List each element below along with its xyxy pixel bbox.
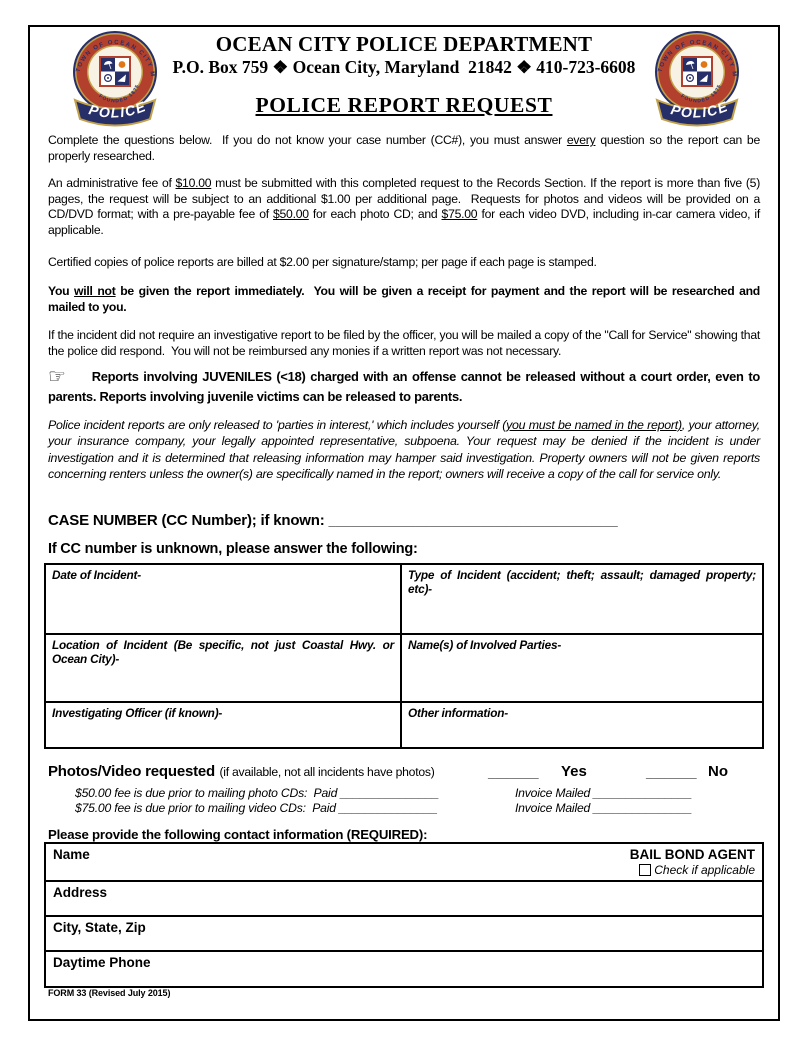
- paragraph-not-immediate: You will not be given the report immediately. You will be given a receipt for payment and the report will be researched and mailed to you.: [48, 284, 760, 314]
- paragraph-juveniles: [48, 367, 760, 407]
- no-label: No: [708, 763, 728, 780]
- table-row: [45, 843, 763, 881]
- table-row: [45, 881, 763, 916]
- case-number-line: [48, 512, 760, 529]
- table-row: [45, 564, 763, 634]
- photos-video-title: Photos/Video requested: [48, 763, 216, 780]
- paragraph-fees: An administrative fee of $10.00 must be submitted with this completed request to the Records Section. If the report is more than five (5) pages, the request will be subject to an additional $1.00 per additional page. Requests for photos and videos will be provided on a CD/DVD format; with a pre-payable fee of $50.00 for each photo CD; and $75.00 for each video DVD, including in-car camera video, if applicable.: [48, 176, 760, 238]
- address-cell[interactable]: Address: [45, 881, 763, 916]
- case-number-blank[interactable]: ________________________________________: [328, 513, 618, 528]
- video-paid-blank[interactable]: _______________: [338, 801, 438, 815]
- department-address: P.O. Box 759 ❖ Ocean City, Maryland 21842 ❖ 410-723-6608: [172, 57, 636, 77]
- video-fee-text: $75.00 fee is due prior to mailing video CDs: Paid: [75, 801, 339, 815]
- invoice-mailed-blank[interactable]: _______________: [593, 801, 692, 815]
- contact-info-heading: Please provide the following contact information (REQUIRED):: [48, 827, 428, 842]
- paragraph-parties-in-interest: Police incident reports are only released to 'parties in interest,' which includes yourself (you must be named in the report), your attorney, your insurance company, your legally appointed representative, subpoena. Your request may be denied if the incident is under investigation and it is determined that releasing information may hamper said investigation. Property owners will not be given reports concerning renters unless the owner(s) are specifically named in the report; owners will receive a copy of the call for service only.: [48, 418, 760, 482]
- investigating-officer-cell[interactable]: Investigating Officer (if known)-: [45, 702, 401, 748]
- photo-cd-fee-line: [75, 786, 760, 802]
- table-row: [45, 702, 763, 748]
- incident-table: [44, 563, 764, 749]
- invoice-mailed-label: Invoice Mailed: [515, 801, 594, 815]
- invoice-mailed-blank[interactable]: _______________: [593, 786, 692, 800]
- department-name: OCEAN CITY POLICE DEPARTMENT: [215, 32, 593, 56]
- juveniles-text: Reports involving JUVENILES (<18) charged with an offense cannot be released without a court order, even to parents. Reports involving juvenile victims can be released to parents.: [48, 369, 760, 404]
- no-blank[interactable]: _______: [646, 765, 697, 780]
- name-cell[interactable]: [45, 843, 763, 881]
- paragraph-certified-copies: Certified copies of police reports are billed at $2.00 per signature/stamp; per page if each page is stamped.: [48, 255, 597, 269]
- bail-bond-agent-block: [630, 847, 755, 877]
- daytime-phone-cell[interactable]: Daytime Phone: [45, 951, 763, 987]
- form-title: POLICE REPORT REQUEST: [255, 93, 553, 117]
- name-label: Name: [53, 847, 90, 862]
- yes-label: Yes: [561, 763, 587, 780]
- photo-fee-text: $50.00 fee is due prior to mailing photo CDs: Paid: [75, 786, 341, 800]
- incident-date-cell[interactable]: Date of Incident-: [45, 564, 401, 634]
- invoice-mailed-label: Invoice Mailed: [515, 786, 594, 800]
- table-row: [45, 916, 763, 951]
- video-cd-fee-line: [75, 801, 760, 817]
- pointing-hand-icon: ☞: [48, 366, 66, 388]
- incident-type-cell[interactable]: Type of Incident (accident; theft; assault; damaged property; etc)-: [401, 564, 763, 634]
- paragraph-intro: Complete the questions below. If you do not know your case number (CC#), you must answer every question so the report can be properly researched.: [48, 133, 760, 163]
- table-row: [45, 634, 763, 702]
- yes-blank[interactable]: _______: [488, 765, 539, 780]
- table-row: [45, 951, 763, 987]
- photo-paid-blank[interactable]: _______________: [340, 786, 440, 800]
- bail-bond-agent-label: BAIL BOND AGENT: [629, 847, 755, 862]
- cc-unknown-heading: If CC number is unknown, please answer the following:: [48, 541, 418, 557]
- photos-video-note: (if available, not all incidents have photos): [219, 765, 435, 779]
- bail-bond-checkbox[interactable]: [639, 864, 651, 876]
- form-number-footer: FORM 33 (Revised July 2015): [48, 988, 171, 998]
- other-information-cell[interactable]: Other information-: [401, 702, 763, 748]
- involved-parties-cell[interactable]: Name(s) of Involved Parties-: [401, 634, 763, 702]
- photos-video-line: [48, 763, 760, 783]
- case-number-label: CASE NUMBER (CC Number); if known:: [48, 512, 325, 529]
- incident-location-cell[interactable]: Location of Incident (Be specific, not just Coastal Hwy. or Ocean City)-: [45, 634, 401, 702]
- paragraph-call-for-service: If the incident did not require an investigative report to be filed by the officer, you will be mailed a copy of the "Call for Service" showing that the police did respond. You will not be reimbursed any monies if a written report was not necessary.: [48, 328, 760, 358]
- city-state-zip-cell[interactable]: City, State, Zip: [45, 916, 763, 951]
- contact-table: [44, 842, 764, 988]
- bail-bond-checkbox-label: Check if applicable: [654, 863, 755, 877]
